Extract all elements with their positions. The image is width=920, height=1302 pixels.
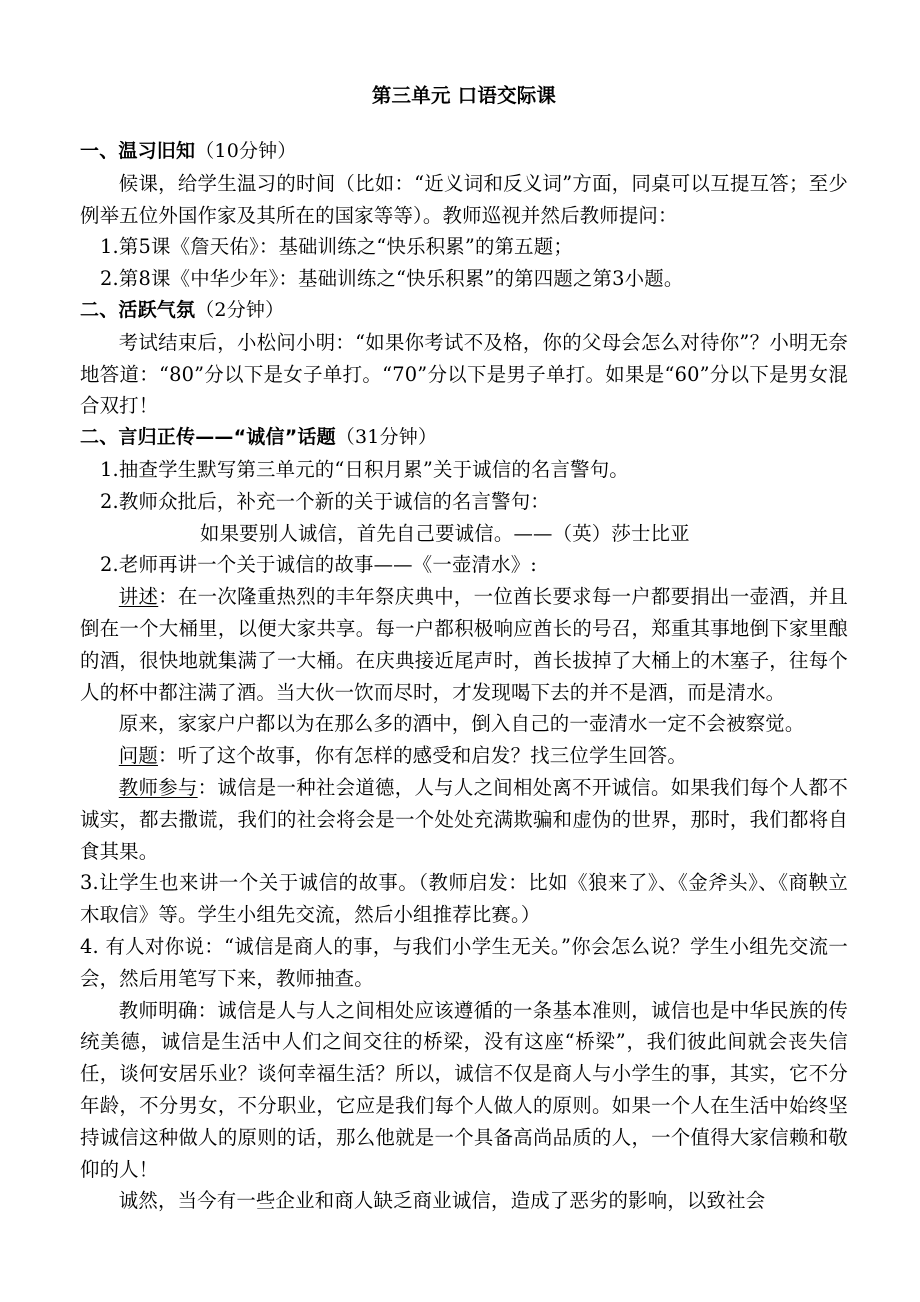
section-duration: （31分钟） — [335, 426, 438, 449]
teacher-text: ：诚信是一种社会道德，人与人之间相处离不开诚信。如果我们每个人都不诚实，都去撒谎，我们的社会将会是一个处处充满欺骗和虚伪的世界，那时，我们都将自食其果。 — [80, 775, 848, 863]
section-heading-text: 二、言归正传——“诚信”话题 — [80, 426, 336, 449]
section-heading-review — [80, 136, 848, 168]
section-duration: （10分钟） — [195, 140, 297, 162]
list-item: 2.老师再讲一个关于诚信的故事——《一壶清水》: — [100, 553, 538, 577]
section-heading-integrity — [80, 422, 848, 454]
question-paragraph — [80, 740, 848, 772]
teacher-paragraph — [80, 772, 848, 867]
section-heading-text: 二、活跃气氛 — [80, 298, 196, 321]
paragraph: 候课，给学生温习的时间（比如：“近义词和反义词”方面，同桌可以互提互答；至少例举五位外国作家及其所在的国家等等）。教师巡视并然后教师提问： — [80, 171, 848, 227]
section-heading-warmup — [80, 295, 848, 327]
story-paragraph — [80, 581, 848, 708]
document-page — [80, 80, 848, 1217]
list-item: 2.第8课《中华少年》：基础训练之“快乐积累”的第四题之第3小题。 — [100, 267, 684, 291]
quotation: 如果要别人诚信，首先自己要诚信。——（英）莎士比亚 — [200, 521, 690, 545]
list-item: 4. 有人对你说：“诚信是商人的事，与我们小学生无关。”你会怎么说？学生小组先交流一会，然后用笔写下来，教师抽查。 — [80, 934, 848, 990]
story-text: ：在一次隆重热烈的丰年祭庆典中，一位酋长要求每一户都要捐出一壶酒，并且倒在一个大桶里，以便大家共享。每一户都积极响应酋长的号召，郑重其事地倒下家里酿的酒，很快地就集满了一大桶。在庆典接近尾声时，酋长拔掉了大桶上的木塞子，往每个人的杯中都注满了酒。当大伙一饮而尽时，才发现喝下去的并不是酒，而是清水。 — [80, 585, 849, 704]
paragraph: 考试结束后，小松问小明：“如果你考试不及格，你的父母会怎么对待你”？小明无奈地答道：“80”分以下是女子单打。“70”分以下是男子单打。如果是“60”分以下是男女混合双打！ — [80, 330, 848, 418]
list-item: 3.让学生也来讲一个关于诚信的故事。（教师启发：比如《狼来了》、《金斧头》、《商鞅立木取信》等。学生小组先交流，然后小组推荐比赛。） — [80, 871, 848, 927]
paragraph: 诚然，当今有一些企业和商人缺乏商业诚信，造成了恶劣的影响，以致社会 — [118, 1189, 766, 1213]
question-text: ：听了这个故事，你有怎样的感受和启发？找三位学生回答。 — [157, 744, 687, 768]
section-duration: （2分钟） — [195, 298, 285, 321]
list-item: 1.第5课《詹天佑》：基础训练之“快乐积累”的第五题； — [100, 235, 573, 259]
question-label: 问题 — [118, 744, 158, 768]
list-item: 2.教师众批后，补充一个新的关于诚信的名言警句： — [100, 489, 550, 513]
paragraph: 原来，家家户户都以为在那么多的酒中，倒入自己的一壶清水一定不会被察觉。 — [118, 712, 805, 736]
page-title: 第三单元 口语交际课 — [371, 84, 557, 107]
list-item: 1.抽查学生默写第三单元的“日积月累”关于诚信的名言警句。 — [100, 457, 629, 481]
story-label: 讲述 — [118, 585, 159, 609]
paragraph: 教师明确：诚信是人与人之间相处应该遵循的一条基本准则，诚信也是中华民族的传统美德，诚信是生活中人们之间交往的桥梁，没有这座“桥梁”，我们彼此间就会丧失信任，谈何安居乐业？谈何幸福生活？所以，诚信不仅是商人与小学生的事，其实，它不分年龄，不分男女，不分职业，它应是我们每个人做人的原则。如果一个人在生活中始终坚持诚信这种做人的原则的话，那么他就是一个具备高尚品质的人，一个值得大家信赖和敬仰的人！ — [80, 998, 848, 1181]
section-heading-text: 一、温习旧知 — [80, 140, 196, 162]
teacher-label: 教师参与 — [118, 775, 198, 799]
